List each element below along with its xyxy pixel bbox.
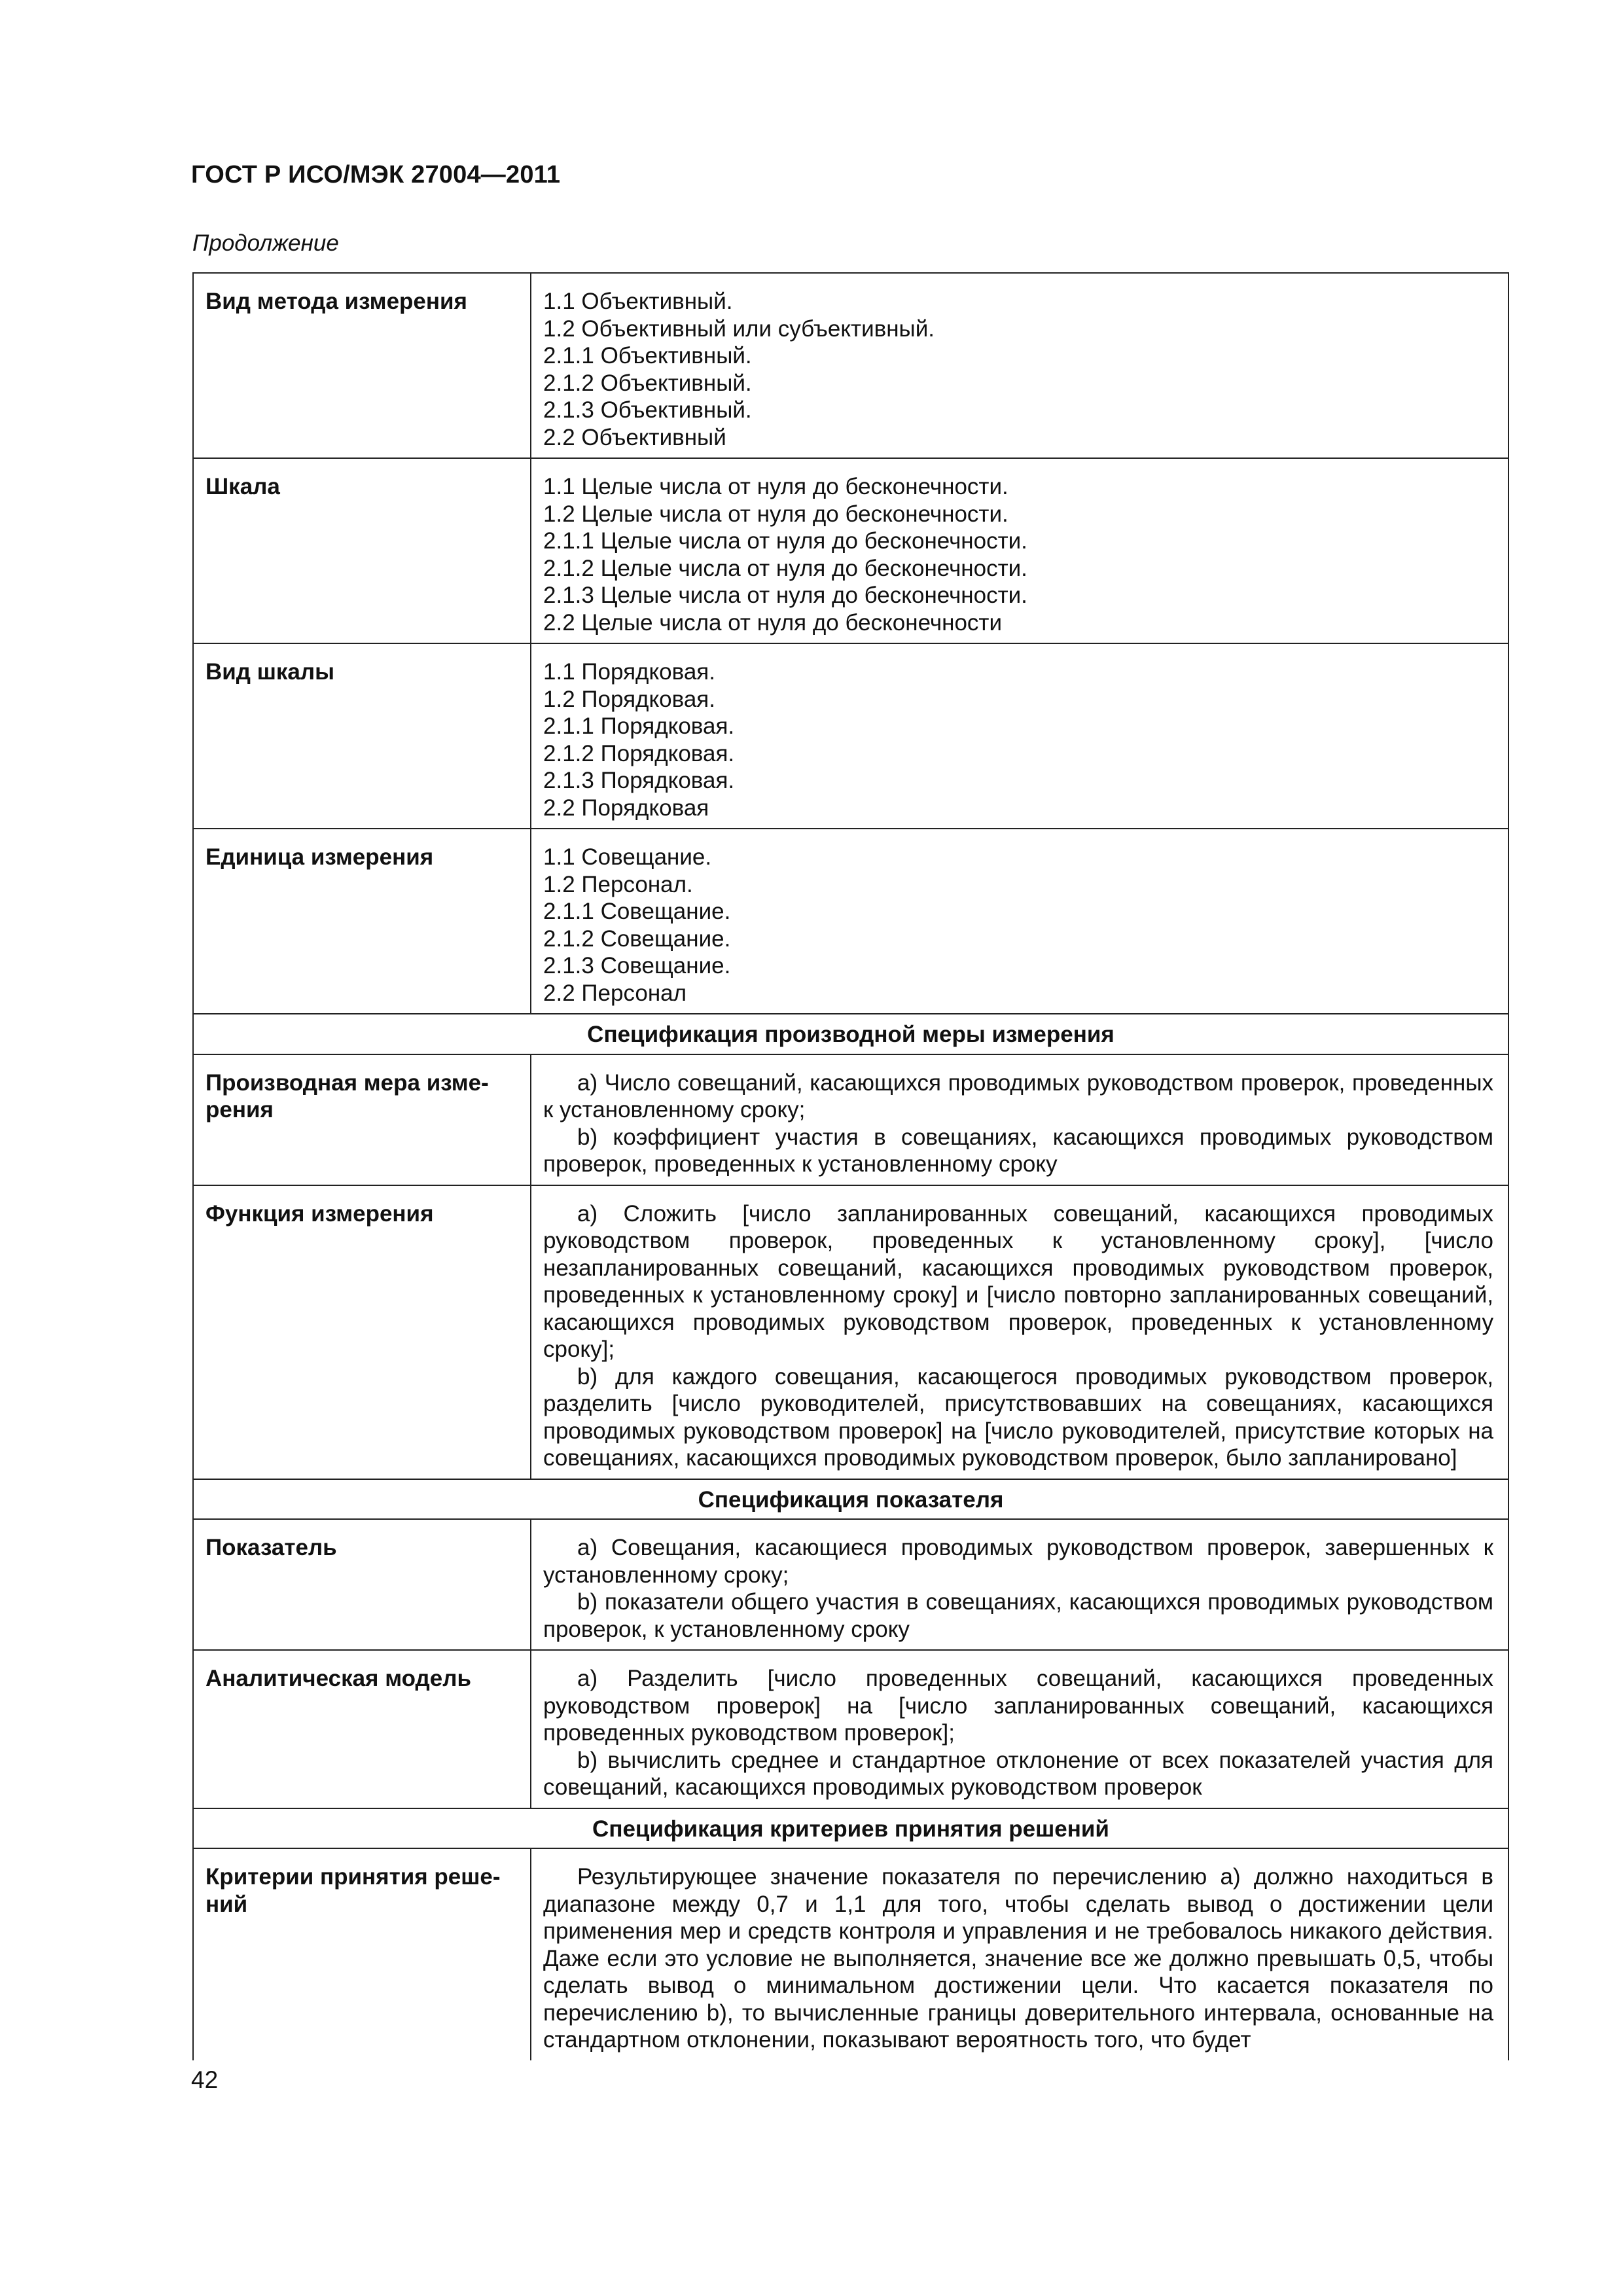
paragraph: b) коэффициент участия в совещаниях, касающихся проводимых руководством проверок, проведенных к установленному сроку — [543, 1124, 1493, 1177]
row-content — [531, 1519, 1508, 1650]
paragraph: a) Совещания, касающиеся проводимых руководством проверок, завершенных к установленному сроку; — [543, 1535, 1493, 1588]
section-title: Спецификация показателя — [193, 1479, 1508, 1520]
list-item: 2.1.1 Совещание. — [543, 899, 731, 924]
list-item: 2.1.3 Объективный. — [543, 397, 752, 423]
paragraph: b) показатели общего участия в совещаниях, касающихся проводимых руководством проверок, к установленному сроку — [543, 1589, 1493, 1642]
row-label: Вид шкалы — [193, 643, 531, 829]
list-item: 1.2 Целые числа от нуля до бесконечности. — [543, 501, 1008, 527]
list-item: 2.1.1 Порядковая. — [543, 713, 735, 739]
row-scale-type — [193, 643, 1508, 829]
row-label: Критерии принятия реше-ний — [193, 1848, 531, 2060]
row-content — [531, 1054, 1508, 1185]
list-item: 1.1 Порядковая. — [543, 659, 715, 685]
row-scale — [193, 458, 1508, 643]
list-item: 2.1.2 Совещание. — [543, 925, 731, 952]
section-title: Спецификация критериев принятия решений — [193, 1808, 1508, 1849]
row-analytical-model — [193, 1650, 1508, 1808]
row-content — [531, 643, 1508, 829]
row-content — [531, 829, 1508, 1014]
paragraph: a) Число совещаний, касающихся проводимых руководством проверок, проведенных к установленному сроку; — [543, 1069, 1493, 1122]
row-derived-measure — [193, 1054, 1508, 1185]
list-item: 1.1 Объективный. — [543, 289, 733, 314]
list-item: 2.1.2 Объективный. — [543, 370, 752, 396]
list-item: 2.1.3 Целые числа от нуля до бесконечности. — [543, 583, 1027, 608]
paragraph: a) Разделить [число проведенных совещаний, касающихся проведенных руководством проверок] на [число запланированных совещаний, касающихся проведенных руководством проверок]; — [543, 1666, 1493, 1746]
row-label: Показатель — [193, 1519, 531, 1650]
continuation-label: Продолжение — [192, 230, 339, 256]
row-content — [531, 1650, 1508, 1808]
list-item: 2.2 Целые числа от нуля до бесконечности — [543, 609, 1002, 636]
section-decision-criteria — [193, 1808, 1508, 1849]
row-label: Шкала — [193, 458, 531, 643]
section-derived-measure — [193, 1014, 1508, 1054]
row-label: Производная мера изме-рения — [193, 1054, 531, 1185]
row-label: Функция измерения — [193, 1185, 531, 1479]
row-indicator — [193, 1519, 1508, 1650]
paragraph: Результирующее значение показателя по перечислению a) должно находиться в диапазоне между 0,7 и 1,1 для того, чтобы сделать вывод о достижении цели применения мер и средств контроля и управления и не требовалось никакого действия. Даже если это условие не выполняется, значение все же должно превышать 0,5, чтобы сделать вывод о минимальном достижении цели. Что касается показателя по перечислению b), то вычисленные границы доверительного интервала, основанные на стандартном отклонении, показывают вероятность того, что будет — [543, 1864, 1493, 2053]
row-method-type — [193, 273, 1508, 458]
list-item: 1.1 Совещание. — [543, 844, 712, 870]
row-content — [531, 273, 1508, 458]
row-content — [531, 1185, 1508, 1479]
section-title: Спецификация производной меры измерения — [193, 1014, 1508, 1054]
row-label: Вид метода измерения — [193, 273, 531, 458]
row-content — [531, 458, 1508, 643]
list-item: 2.2 Объективный — [543, 424, 726, 450]
paragraph: b) для каждого совещания, касающегося проводимых руководством проверок, разделить [число руководителей, присутствовавших на совещаниях, касающихся проводимых руководством проверок] на [число руководителей, присутствие которых на совещаниях, касающихся проводимых руководством проверок, было запланировано] — [543, 1363, 1493, 1471]
list-item: 2.1.1 Объективный. — [543, 343, 752, 368]
list-item: 2.1.3 Порядковая. — [543, 768, 735, 793]
row-content — [531, 1848, 1508, 2060]
standard-header: ГОСТ Р ИСО/МЭК 27004—2011 — [191, 161, 561, 188]
row-decision-criteria — [193, 1848, 1508, 2060]
paragraph: b) вычислить среднее и стандартное отклонение от всех показателей участия для совещаний, касающихся проводимых руководством проверок — [543, 1747, 1493, 1800]
paragraph: a) Сложить [число запланированных совещаний, касающихся проводимых руководством проверок, проведенных к установленному сроку], [число незапланированных совещаний, касающихся проводимых руководством проверок, проведенных к установленному сроку] и [число повторно запланированных совещаний, касающихся проводимых руководством проверок, проведенных к установленному сроку]; — [543, 1200, 1493, 1362]
list-item: 1.2 Персонал. — [543, 871, 693, 897]
list-item: 2.1.2 Порядковая. — [543, 740, 735, 766]
list-item: 1.2 Объективный или субъективный. — [543, 315, 935, 342]
row-unit — [193, 829, 1508, 1014]
list-item: 2.2 Персонал — [543, 980, 687, 1006]
list-item: 2.1.3 Совещание. — [543, 953, 731, 978]
row-label: Аналитическая модель — [193, 1650, 531, 1808]
row-measurement-function — [193, 1185, 1508, 1479]
row-label: Единица измерения — [193, 829, 531, 1014]
measurement-spec-table — [192, 272, 1509, 2060]
list-item: 1.2 Порядковая. — [543, 686, 715, 712]
page-number: 42 — [191, 2066, 219, 2093]
list-item: 2.1.2 Целые числа от нуля до бесконечности. — [543, 555, 1027, 581]
list-item: 2.2 Порядковая — [543, 795, 709, 821]
section-indicator — [193, 1479, 1508, 1520]
list-item: 1.1 Целые числа от нуля до бесконечности. — [543, 474, 1008, 499]
list-item: 2.1.1 Целые числа от нуля до бесконечности. — [543, 528, 1027, 554]
